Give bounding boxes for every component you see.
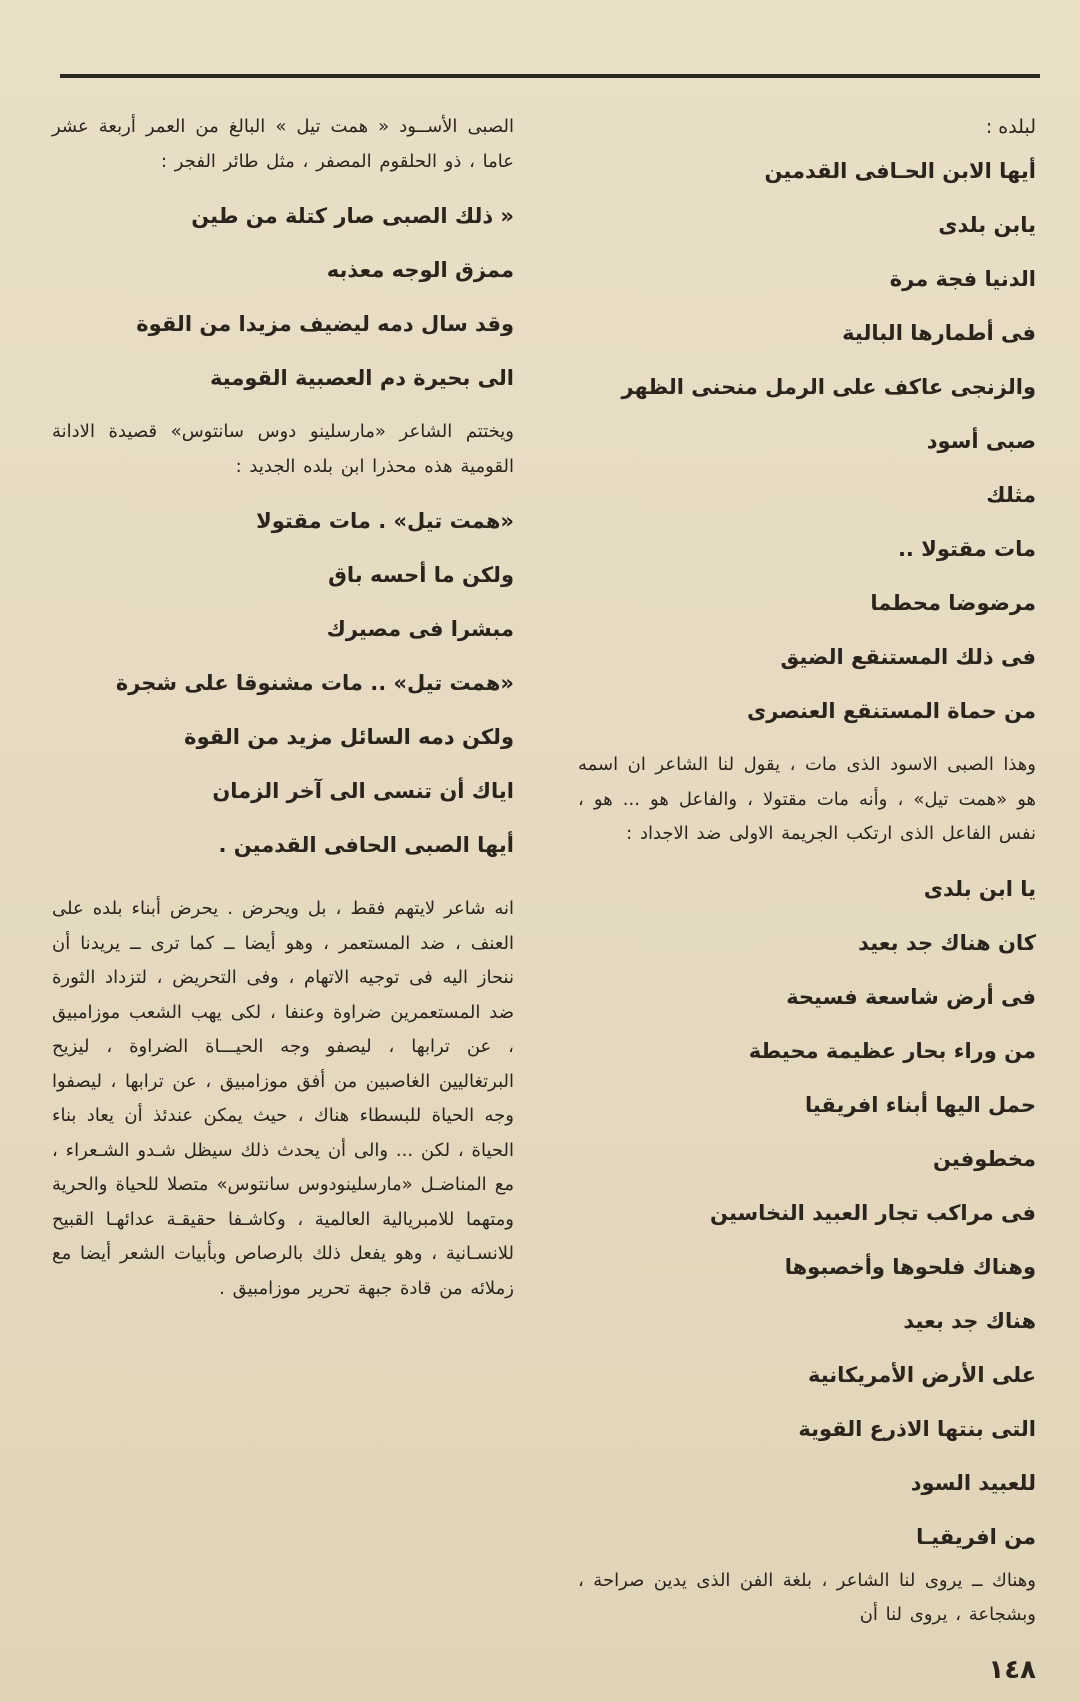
verse-line: «همت تيل» . مات مقتولا xyxy=(256,509,514,533)
prose-paragraph: انه شاعر لايتهم فقط ، بل ويحرض . يحرض أبناء بلده على العنف ، ضد المستعمر ، وهو أيضا ــ كما ترى ــ يريدنا أن ننحاز اليه فى توجيه الاتهام ، وفى التحريض ، لتزداد الثورة ضد المستعمرين ضراوة وعنفا ، لكى يهب الشعب موزامبيق ، عن ترابها ، ليصفو وجه الحيـــاة الضراوة ، ليزيح البرتغاليين الغاصبين من أفق موزامبيق ، عن ترابها ، ليصفوا وجه الحياة للبسطاء هناك ، حيث يمكن عندئذ أن يعاد بناء الحياة ، لكن ... والى أن يحدث ذلك سيظل شـدو الشـعراء ، مع المناضـل «مارسلينودوس سانتوس» متصلا للحياة والحرية ومتهما للامبريالية العالمية ، وكاشـفا حقيقـة عدائهـا القبيح للانسـانية ، وهو يفعل ذلك بالرصاص وبأبيات الشعر أيضا مع زملائه من قادة جبهة تحرير موزامبيق . xyxy=(52,898,514,1299)
verse-line: ممزق الوجه معذبه xyxy=(326,258,514,282)
verse-line: والزنجى عاكف على الرمل منحنى الظهر xyxy=(621,375,1036,399)
verse-line: مخطوفين xyxy=(933,1146,1036,1171)
verse-line: يا ابن بلدى xyxy=(923,876,1036,901)
verse-block-1 xyxy=(578,144,1036,738)
verse-line: من وراء بحار عظيمة محيطة xyxy=(748,1038,1036,1063)
prose-paragraph: ويختتم الشاعر «مارسلينو دوس سانتوس» قصيدة الادانة القومية هذه محذرا ابن بلده الجديد : xyxy=(52,421,514,477)
verse-line: من افريقيـا xyxy=(916,1524,1036,1549)
verse-line: من حماة المستنقع العنصرى xyxy=(747,699,1036,723)
left-column xyxy=(52,110,514,1306)
right-column xyxy=(578,110,1036,1633)
verse-line: وقد سال دمه ليضيف مزيدا من القوة xyxy=(136,312,514,336)
verse-line: أيها الابن الحـافى القدمين xyxy=(764,159,1036,183)
verse-line: ولكن دمه السائل مزيد من القوة xyxy=(184,725,514,749)
verse-line: وهناك فلحوها وأخصبوها xyxy=(784,1254,1036,1279)
verse-line: الدنيا فجة مرة xyxy=(889,267,1036,291)
verse-line: فى ذلك المستنقع الضيق xyxy=(780,645,1036,669)
verse-line: يابن بلدى xyxy=(938,213,1036,237)
verse-line: التى بنتها الاذرع القوية xyxy=(798,1416,1036,1441)
verse-line: مثلك xyxy=(986,483,1036,507)
verse-line: حمل اليها أبناء افريقيا xyxy=(804,1092,1036,1117)
verse-line: كان هناك جد بعيد xyxy=(858,930,1036,955)
prose-paragraph: وهذا الصبى الاسود الذى مات ، يقول لنا الشاعر ان اسمه هو «همت تيل» ، وأنه مات مقتولا ، والفاعل هو ... هو ، نفس الفاعل الذى ارتكب الجريمة الاولى ضد الاجداد : xyxy=(578,754,1036,844)
verse-line: فى أطمارها البالية xyxy=(842,321,1036,345)
verse-line: « ذلك الصبى صار كتلة من طين xyxy=(191,204,514,228)
intro-line: لبلده : xyxy=(985,116,1036,138)
verse-line: صبى أسود xyxy=(926,429,1036,453)
verse-line: هناك جد بعيد xyxy=(903,1308,1036,1333)
verse-block-4 xyxy=(52,494,514,872)
prose-paragraph: الصبى الأســود « همت تيل » البالغ من العمر أربعة عشر عاما ، ذو الحلقوم المصفر ، مثل طائر الفجر : xyxy=(52,116,514,172)
verse-block-3 xyxy=(52,189,514,405)
verse-line: «همت تيل» .. مات مشنوقا على شجرة xyxy=(115,671,514,695)
verse-line: مات مقتولا .. xyxy=(897,537,1036,561)
verse-line: ولكن ما أحسه باق xyxy=(328,563,514,587)
verse-line: الى بحيرة دم العصبية القومية xyxy=(210,366,514,390)
verse-line: مبشرا فى مصيرك xyxy=(326,617,514,641)
verse-line: على الأرض الأمريكانية xyxy=(807,1362,1036,1387)
top-rule xyxy=(60,74,1040,78)
verse-line: للعبيد السود xyxy=(910,1470,1036,1495)
page-number: ١٤٨ xyxy=(988,1655,1036,1685)
verse-block-2 xyxy=(578,862,1036,1564)
verse-line: مرضوضا محطما xyxy=(870,591,1036,615)
verse-line: فى مراكب تجار العبيد النخاسين xyxy=(710,1200,1036,1225)
prose-paragraph: وهناك ــ يروى لنا الشاعر ، بلغة الفن الذى يدين صراحة ، وبشجاعة ، يروى لنا أن xyxy=(578,1569,1036,1625)
verse-line: اياك أن تنسى الى آخر الزمان xyxy=(212,779,514,803)
verse-line: أيها الصبى الحافى القدمين . xyxy=(218,833,514,857)
verse-line: فى أرض شاسعة فسيحة xyxy=(786,984,1036,1009)
